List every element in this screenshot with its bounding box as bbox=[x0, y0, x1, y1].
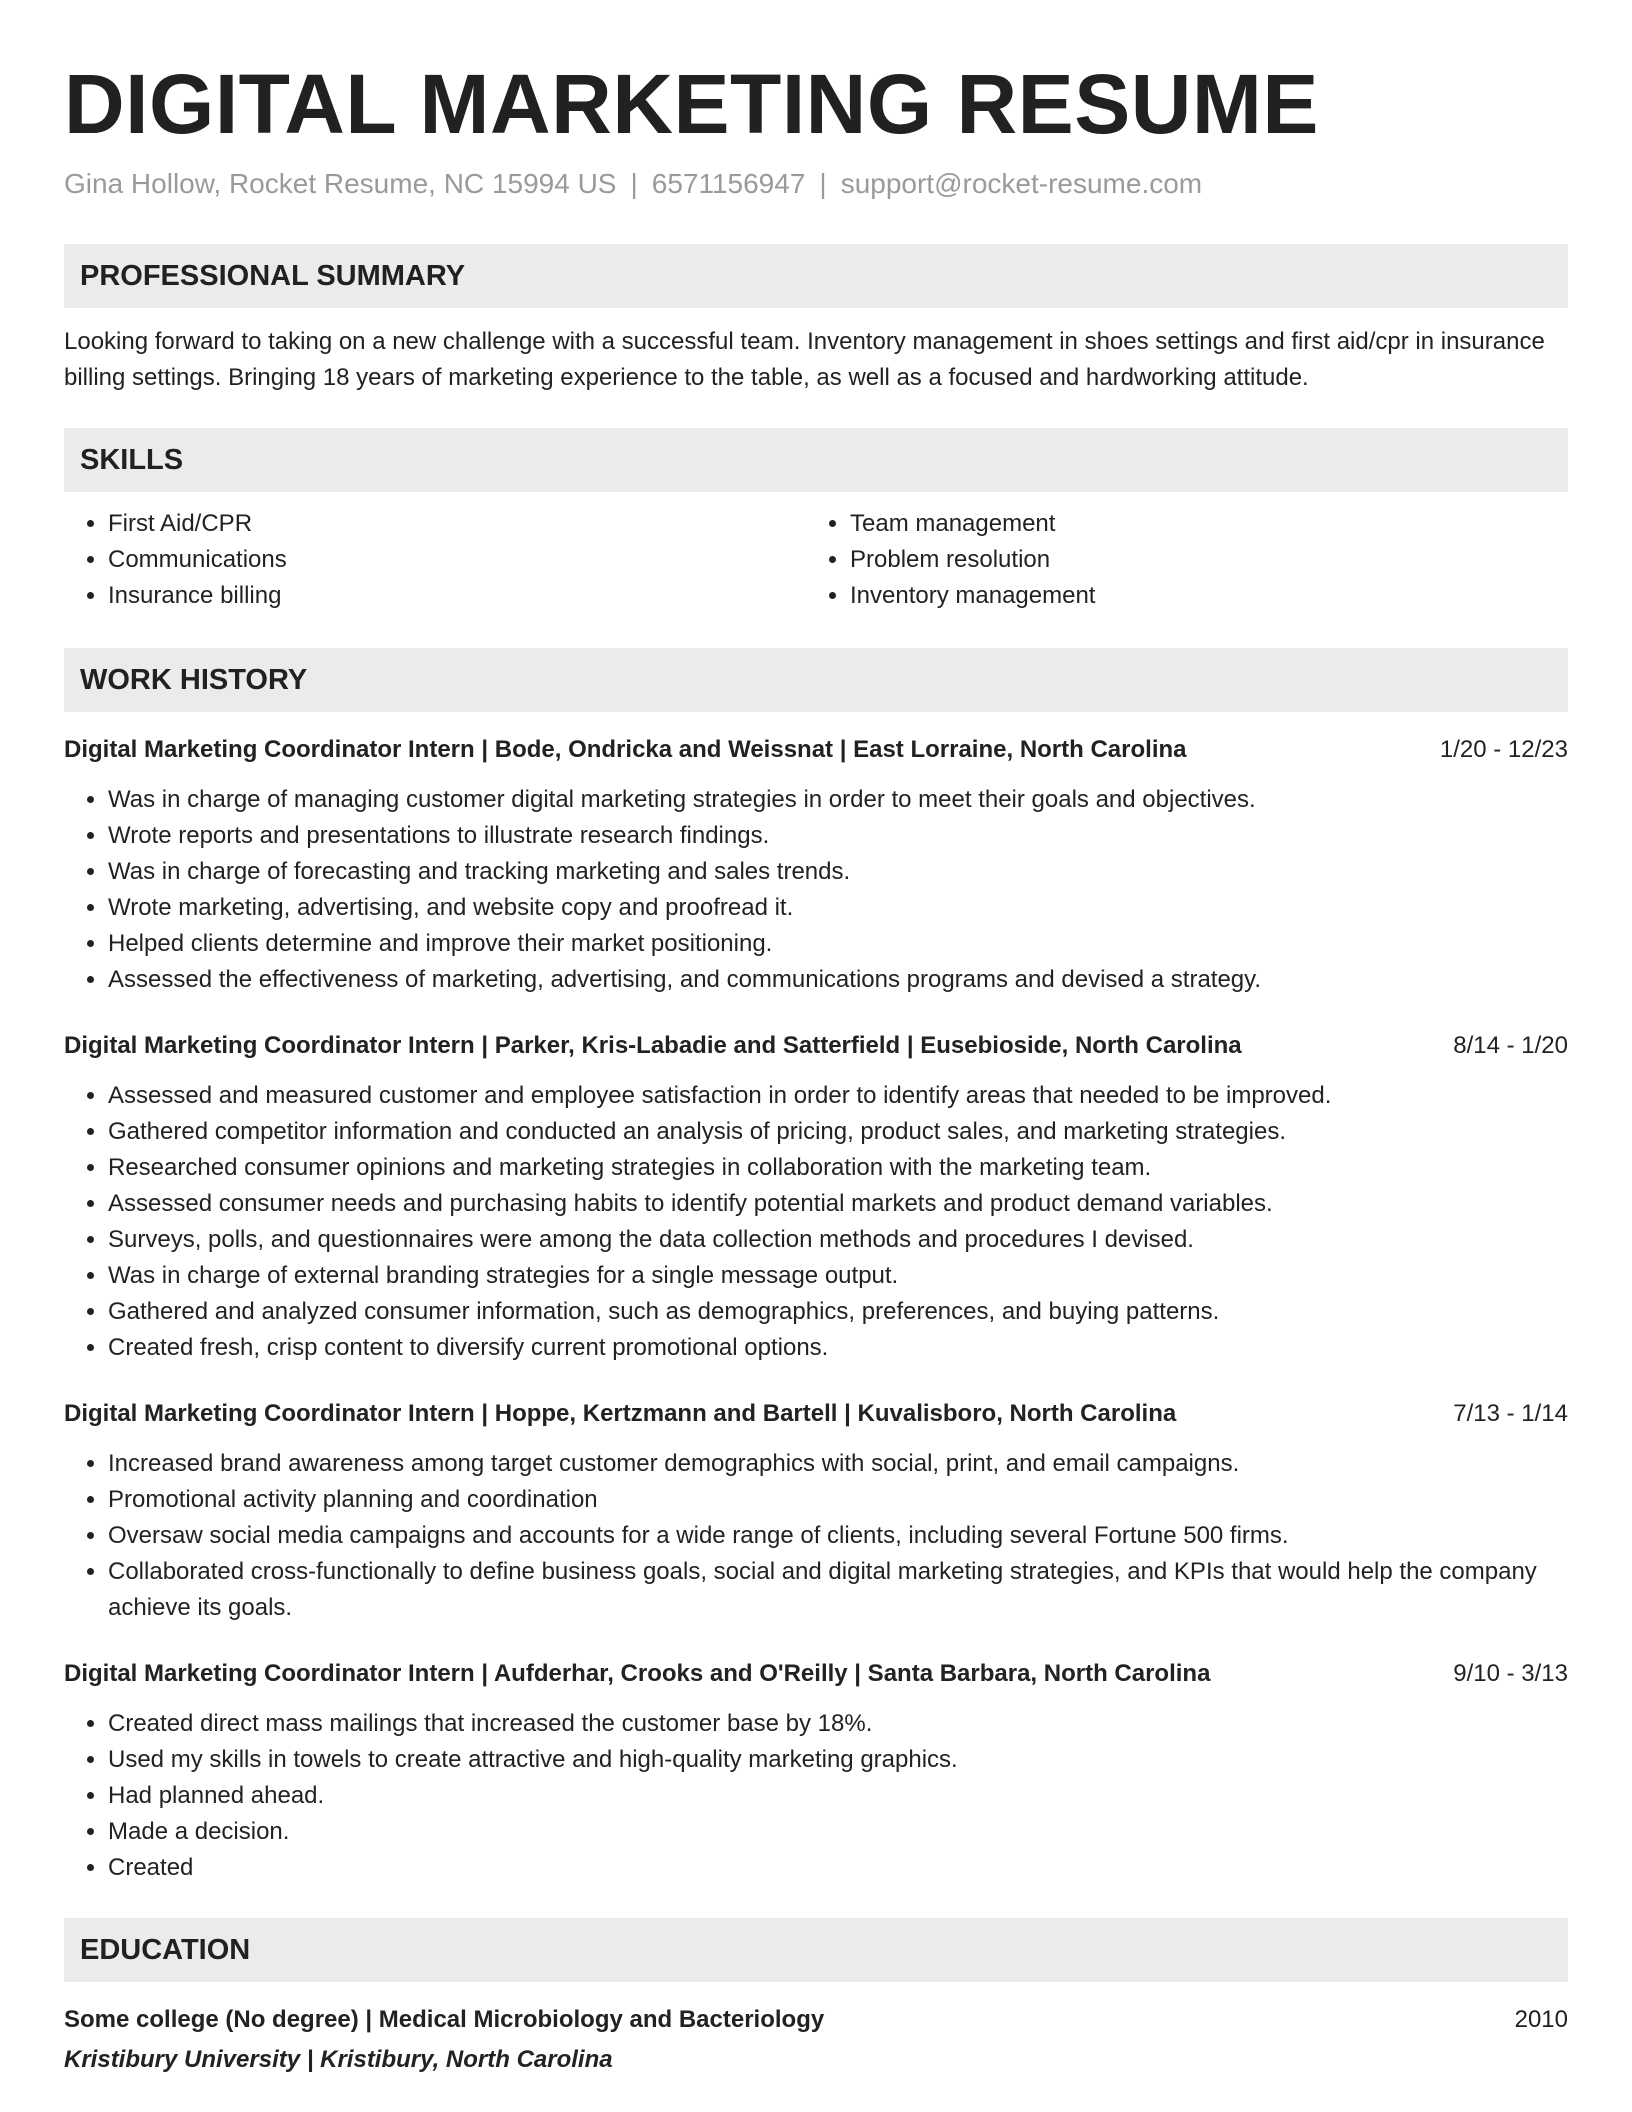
job-dates: 8/14 - 1/20 bbox=[1453, 1032, 1568, 1059]
contact-phone: 6571156947 bbox=[651, 168, 806, 199]
education-school: Kristibury University | Kristibury, North Carolina bbox=[64, 2046, 613, 2073]
job-duty: • Oversaw social media campaigns and accounts for a wide range of clients, including several Fortune 500 firms. bbox=[108, 1518, 1568, 1554]
job-entry bbox=[64, 1028, 1568, 1366]
job-title: Digital Marketing Coordinator Intern | Aufderhar, Crooks and O'Reilly | Santa Barbara, North Carolina bbox=[64, 1660, 1211, 1687]
job-duties bbox=[64, 1706, 1568, 1886]
job-title: Digital Marketing Coordinator Intern | Hoppe, Kertzmann and Bartell | Kuvalisboro, North Carolina bbox=[64, 1400, 1177, 1427]
job-header bbox=[64, 1028, 1568, 1064]
job-entry bbox=[64, 1656, 1568, 1886]
contact-email: support@rocket-resume.com bbox=[840, 168, 1203, 199]
job-duty: • Wrote marketing, advertising, and website copy and proofread it. bbox=[108, 890, 1568, 926]
contact-separator: | bbox=[819, 168, 827, 199]
section-header-education: EDUCATION bbox=[64, 1918, 1568, 1982]
resume-page bbox=[64, 56, 1568, 2078]
section-header-summary: PROFESSIONAL SUMMARY bbox=[64, 244, 1568, 308]
job-duty: • Assessed the effectiveness of marketing, advertising, and communications programs and devised a strategy. bbox=[108, 962, 1568, 998]
contact-separator: | bbox=[630, 168, 638, 199]
job-header bbox=[64, 732, 1568, 768]
job-duty: • Helped clients determine and improve their market positioning. bbox=[108, 926, 1568, 962]
skill-item: • Communications bbox=[108, 542, 806, 578]
summary-text: Looking forward to taking on a new challenge with a successful team. Inventory management in shoes settings and first aid/cpr in insurance billing settings. Bringing 18 years of marketing experience to the table, as well as a focused and hardworking attitude. bbox=[64, 328, 1545, 391]
job-duties bbox=[64, 1446, 1568, 1626]
job-dates: 1/20 - 12/23 bbox=[1439, 736, 1568, 763]
section-header-work-history: WORK HISTORY bbox=[64, 648, 1568, 712]
job-duty: • Wrote reports and presentations to illustrate research findings. bbox=[108, 818, 1568, 854]
skills-column-left bbox=[64, 506, 806, 614]
education-year: 2010 bbox=[1514, 2006, 1568, 2033]
job-duty: • Was in charge of managing customer digital marketing strategies in order to meet their goals and objectives. bbox=[108, 782, 1568, 818]
job-duty: • Assessed and measured customer and employee satisfaction in order to identify areas that needed to be improved. bbox=[108, 1078, 1568, 1114]
job-entry bbox=[64, 732, 1568, 998]
job-duty: • Collaborated cross-functionally to define business goals, social and digital marketing strategies, and KPIs that would help the company achieve its goals. bbox=[108, 1554, 1568, 1626]
skills-list bbox=[64, 506, 1568, 614]
job-duty: • Created direct mass mailings that increased the customer base by 18%. bbox=[108, 1706, 1568, 1742]
job-header bbox=[64, 1656, 1568, 1692]
job-duty: • Surveys, polls, and questionnaires were among the data collection methods and procedures I devised. bbox=[108, 1222, 1568, 1258]
job-duty: • Was in charge of forecasting and tracking marketing and sales trends. bbox=[108, 854, 1568, 890]
skill-item: • Insurance billing bbox=[108, 578, 806, 614]
contact-address: Gina Hollow, Rocket Resume, NC 15994 US bbox=[64, 168, 617, 199]
skill-item: • First Aid/CPR bbox=[108, 506, 806, 542]
job-duty: • Increased brand awareness among target customer demographics with social, print, and email campaigns. bbox=[108, 1446, 1568, 1482]
job-duty: • Researched consumer opinions and marketing strategies in collaboration with the marketing team. bbox=[108, 1150, 1568, 1186]
skill-item: • Problem resolution bbox=[850, 542, 1548, 578]
contact-line bbox=[64, 166, 1568, 202]
job-duties bbox=[64, 782, 1568, 998]
skill-item: • Inventory management bbox=[850, 578, 1548, 614]
resume-title: DIGITAL MARKETING RESUME bbox=[64, 57, 1319, 151]
job-duty: • Assessed consumer needs and purchasing habits to identify potential markets and product demand variables. bbox=[108, 1186, 1568, 1222]
job-duty: • Promotional activity planning and coordination bbox=[108, 1482, 1568, 1518]
job-duties bbox=[64, 1078, 1568, 1366]
job-title: Digital Marketing Coordinator Intern | Bode, Ondricka and Weissnat | East Lorraine, North Carolina bbox=[64, 736, 1187, 763]
job-duty: • Created fresh, crisp content to diversify current promotional options. bbox=[108, 1330, 1568, 1366]
job-duty: • Was in charge of external branding strategies for a single message output. bbox=[108, 1258, 1568, 1294]
job-dates: 9/10 - 3/13 bbox=[1453, 1660, 1568, 1687]
job-duty: • Gathered competitor information and conducted an analysis of pricing, product sales, and marketing strategies. bbox=[108, 1114, 1568, 1150]
section-header-skills: SKILLS bbox=[64, 428, 1568, 492]
job-duty: • Made a decision. bbox=[108, 1814, 1568, 1850]
education-header bbox=[64, 2002, 1568, 2038]
job-duty: • Gathered and analyzed consumer information, such as demographics, preferences, and buying patterns. bbox=[108, 1294, 1568, 1330]
job-duty: • Had planned ahead. bbox=[108, 1778, 1568, 1814]
skill-item: • Team management bbox=[850, 506, 1548, 542]
job-entry bbox=[64, 1396, 1568, 1626]
skills-column-right bbox=[806, 506, 1548, 614]
job-dates: 7/13 - 1/14 bbox=[1453, 1400, 1568, 1427]
job-header bbox=[64, 1396, 1568, 1432]
education-degree: Some college (No degree) | Medical Microbiology and Bacteriology bbox=[64, 2006, 825, 2033]
job-title: Digital Marketing Coordinator Intern | Parker, Kris-Labadie and Satterfield | Eusebioside, North Carolina bbox=[64, 1032, 1242, 1059]
job-duty: • Used my skills in towels to create attractive and high-quality marketing graphics. bbox=[108, 1742, 1568, 1778]
job-duty: • Created bbox=[108, 1850, 1568, 1886]
